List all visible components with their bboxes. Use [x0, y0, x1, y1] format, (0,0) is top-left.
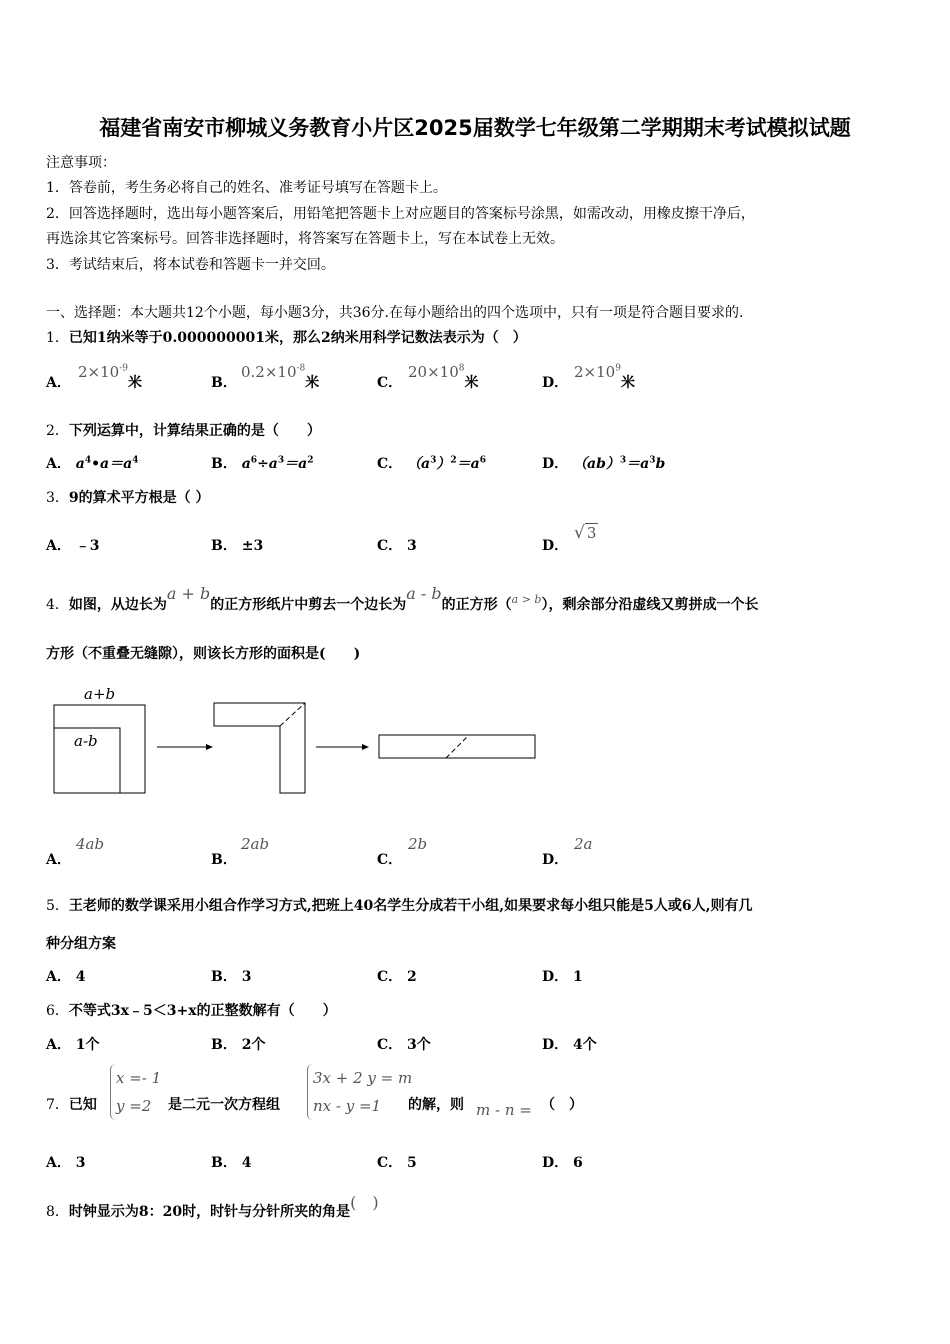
notice-item-2a: 2．回答选择题时，选出每小题答案后，用铅笔把答题卡上对应题目的答案标号涂黑，如需改动，用橡皮擦干净后， [46, 206, 755, 222]
q2-option-a[interactable] [46, 453, 138, 473]
option-label: A． [46, 1155, 71, 1171]
q3-option-b[interactable] [211, 535, 263, 555]
q1-option-a-math [78, 362, 142, 391]
fig-label-outer: a+b [84, 685, 116, 703]
page-title: 福建省南安市柳城义务教育小片区2025届数学七年级第二学期期末考试模拟试题 [99, 116, 851, 140]
q1-option-b-math [241, 362, 320, 391]
notice-heading: 注意事项： [46, 155, 116, 171]
exp: 3 [649, 455, 656, 466]
option-label: C． [377, 538, 403, 554]
unit: 米 [464, 375, 479, 391]
exp: 6 [479, 455, 486, 466]
option-label: C． [377, 1155, 403, 1171]
option-label: A． [46, 1037, 71, 1053]
q4-option-c-value: 2b [408, 835, 428, 853]
fig-rect-dash [446, 735, 469, 758]
exp: 3 [277, 455, 285, 466]
question-7-num [46, 1094, 97, 1114]
q6-option-d[interactable] [542, 1034, 597, 1054]
option-label: D． [542, 852, 569, 868]
option-label: A． [46, 375, 71, 391]
exp: 2 [450, 455, 457, 466]
question-text: 不等式3x﹣5＜3+x的正整数解有（ ） [68, 1003, 337, 1019]
sqrt-sign: √ [574, 523, 585, 543]
option-label: A． [46, 456, 71, 472]
sqrt-radicand: 3 [586, 524, 597, 542]
math-expr: m - n = [476, 1101, 532, 1119]
question-number: 3． [46, 490, 69, 506]
math-expr: a > b [511, 593, 542, 606]
term: （a [407, 456, 431, 472]
unit: 米 [305, 375, 320, 391]
q6-option-c[interactable] [377, 1034, 431, 1054]
term: ＝a [456, 456, 480, 472]
term: ） [436, 456, 451, 472]
question-number: 5． [46, 898, 69, 914]
question-text: ），剩余部分沿虚线又剪拼成一个长 [541, 597, 759, 613]
question-text: 如图，从边长为 [68, 597, 167, 613]
math-exp: -8 [296, 363, 306, 374]
fig-rectangle [379, 735, 535, 758]
math-expr: a + b [166, 584, 211, 603]
q7-system-1 [110, 1064, 161, 1120]
q2-option-d[interactable] [542, 453, 665, 473]
question-number: 1． [46, 330, 69, 346]
q2-option-c[interactable] [377, 453, 486, 473]
option-value: 4 [75, 969, 86, 985]
q4-option-c[interactable] [377, 849, 402, 869]
option-value: 6 [573, 1155, 583, 1171]
option-value: ﹣3 [75, 538, 100, 554]
q1-option-d[interactable] [542, 372, 568, 392]
fig-l-dash [280, 703, 305, 726]
q4-option-d[interactable] [542, 849, 568, 869]
question-number: 6． [46, 1003, 69, 1019]
q1-option-a[interactable] [46, 372, 71, 392]
math-expr: a - b [406, 584, 442, 603]
q3-option-a[interactable] [46, 535, 100, 555]
option-value: 3个 [407, 1037, 431, 1053]
q5-option-d[interactable] [542, 966, 583, 986]
option-value: 3 [75, 1155, 86, 1171]
question-5-line2: 种分组方案 [46, 936, 116, 952]
math-base: 2×10 [78, 363, 120, 381]
exp: 4 [84, 455, 92, 466]
option-value: 5 [407, 1155, 417, 1171]
option-value: 1个 [75, 1037, 100, 1053]
question-2 [46, 420, 321, 440]
q1-option-d-math [574, 362, 635, 391]
term: ＝a [284, 456, 308, 472]
question-text: 下列运算中，计算结果正确的是（ ） [68, 423, 321, 439]
q7-option-a[interactable] [46, 1152, 86, 1172]
option-label: B． [211, 852, 237, 868]
q5-option-b[interactable] [211, 966, 251, 986]
option-label: C． [377, 852, 403, 868]
option-label: D． [542, 1155, 569, 1171]
option-label: D． [542, 969, 569, 985]
question-text: （ ） [541, 1097, 583, 1113]
q2-option-b[interactable] [211, 453, 313, 473]
question-text: 的正方形纸片中剪去一个边长为 [210, 597, 407, 613]
notice-item-3: 3．考试结束后，将本试卷和答题卡一并交回。 [46, 257, 335, 273]
option-label: C． [377, 1037, 403, 1053]
q7-option-c[interactable] [377, 1152, 417, 1172]
exp: 4 [132, 455, 139, 466]
option-label: A． [46, 969, 71, 985]
notice-item-2b: 再选涂其它答案标号。回答非选择题时，将答案写在答题卡上，写在本试卷上无效。 [46, 231, 564, 247]
q1-option-b[interactable] [211, 372, 237, 392]
unit: 米 [127, 375, 142, 391]
math-exp: -9 [119, 363, 128, 374]
arrow-1-head [206, 744, 213, 750]
term: （ab） [573, 456, 620, 472]
option-label: C． [377, 456, 403, 472]
option-value: 4 [241, 1155, 252, 1171]
question-4-line2: 方形（不重叠无缝隙），则该长方形的面积是( ) [46, 646, 361, 662]
option-label: D． [542, 1037, 569, 1053]
option-value: 3 [241, 969, 252, 985]
q3-option-c[interactable] [377, 535, 417, 555]
option-label: B． [211, 1037, 237, 1053]
equation: nx - y =1 [313, 1097, 382, 1115]
option-value: 3 [407, 538, 417, 554]
option-value: 4个 [573, 1037, 597, 1053]
equation: y =2 [116, 1097, 152, 1115]
q6-option-b[interactable] [211, 1034, 265, 1054]
math-base: 20×10 [408, 363, 459, 381]
q7-option-d[interactable] [542, 1152, 583, 1172]
question-text: 的正方形（ [441, 597, 512, 613]
question-number: 8． [46, 1204, 69, 1220]
question-number: 4． [46, 597, 69, 613]
exp: 2 [307, 455, 314, 466]
q1-option-c[interactable] [377, 372, 402, 392]
question-8 [46, 1193, 379, 1221]
term: ＝a [626, 456, 650, 472]
option-label: A． [46, 538, 71, 554]
section-heading: 一、选择题：本大题共12个小题，每小题3分，共36分.在每小题给出的四个选项中，只有一项是符合题目要求的. [46, 305, 744, 321]
math-base: 2×10 [574, 363, 616, 381]
option-value: ±3 [241, 538, 264, 554]
arrow-2-head [362, 744, 369, 750]
q1-option-c-math [408, 362, 479, 391]
fig-l-shape [214, 703, 305, 793]
q7-option-b[interactable] [211, 1152, 251, 1172]
question-1 [46, 327, 527, 347]
exp: 3 [430, 455, 437, 466]
math-base: 0.2×10 [241, 363, 297, 381]
term: a [241, 456, 251, 472]
math-exp: 8 [458, 363, 465, 374]
question-3 [46, 487, 210, 507]
question-number: 2． [46, 423, 69, 439]
q4-option-d-value: 2a [574, 835, 593, 853]
notice-item-1: 1．答卷前，考生务必将自己的姓名、准考证号填写在答题卡上。 [46, 180, 447, 196]
answer-paren: ( ) [350, 1193, 379, 1212]
q4-option-b[interactable] [211, 849, 237, 869]
fig-outer-square [54, 705, 145, 793]
exp: 6 [250, 455, 258, 466]
question-text: 时钟显示为8：20时，时针与分针所夹的角是 [68, 1204, 351, 1220]
question-text: 王老师的数学课采用小组合作学习方式,把班上40名学生分成若干小组,如果要求每小组只能是5人或6人,则有几 [68, 898, 753, 914]
option-value: 2个 [241, 1037, 266, 1053]
option-value: 2 [407, 969, 417, 985]
term: •a＝a [91, 456, 133, 472]
option-label: B． [211, 969, 237, 985]
fig-label-inner: a-b [74, 732, 98, 750]
equation: x =- 1 [116, 1069, 162, 1087]
option-label: D． [542, 538, 569, 554]
option-label: B． [211, 375, 237, 391]
question-6 [46, 1000, 337, 1020]
option-label: D． [542, 456, 569, 472]
question-text: 9的算术平方根是（ ） [68, 490, 210, 506]
option-label: B． [211, 456, 237, 472]
q7-system-2 [307, 1064, 412, 1120]
question-4 [46, 584, 759, 614]
question-text: 的解，则 [408, 1097, 464, 1113]
q6-option-a[interactable] [46, 1034, 100, 1054]
option-label: C． [377, 375, 403, 391]
question-number: 7． [46, 1097, 69, 1113]
term: a [75, 456, 85, 472]
question-text: 是二元一次方程组 [168, 1097, 280, 1113]
option-label: C． [377, 969, 403, 985]
q5-option-a[interactable] [46, 966, 86, 986]
question-text: 已知1纳米等于0.000000001米，那么2纳米用科学记数法表示为（ ） [68, 330, 527, 346]
q4-option-b-value: 2ab [241, 835, 270, 853]
sqrt-3 [574, 523, 598, 543]
question-5 [46, 895, 753, 915]
q4-figure [46, 680, 546, 800]
equation: 3x + 2 y = m [313, 1069, 413, 1087]
math-exp: 9 [615, 363, 621, 374]
option-value: 1 [573, 969, 583, 985]
unit: 米 [620, 375, 635, 391]
question-text: 已知 [68, 1097, 97, 1113]
q4-option-a[interactable] [46, 849, 71, 869]
option-label: B． [211, 1155, 237, 1171]
option-label: B． [211, 538, 237, 554]
q5-option-c[interactable] [377, 966, 417, 986]
term: ÷a [257, 456, 278, 472]
exp: 3 [619, 455, 627, 466]
option-label: A． [46, 852, 71, 868]
option-label: D． [542, 375, 569, 391]
term: b [655, 456, 666, 472]
q4-option-a-value: 4ab [76, 835, 105, 853]
q3-option-d[interactable] [542, 535, 568, 555]
